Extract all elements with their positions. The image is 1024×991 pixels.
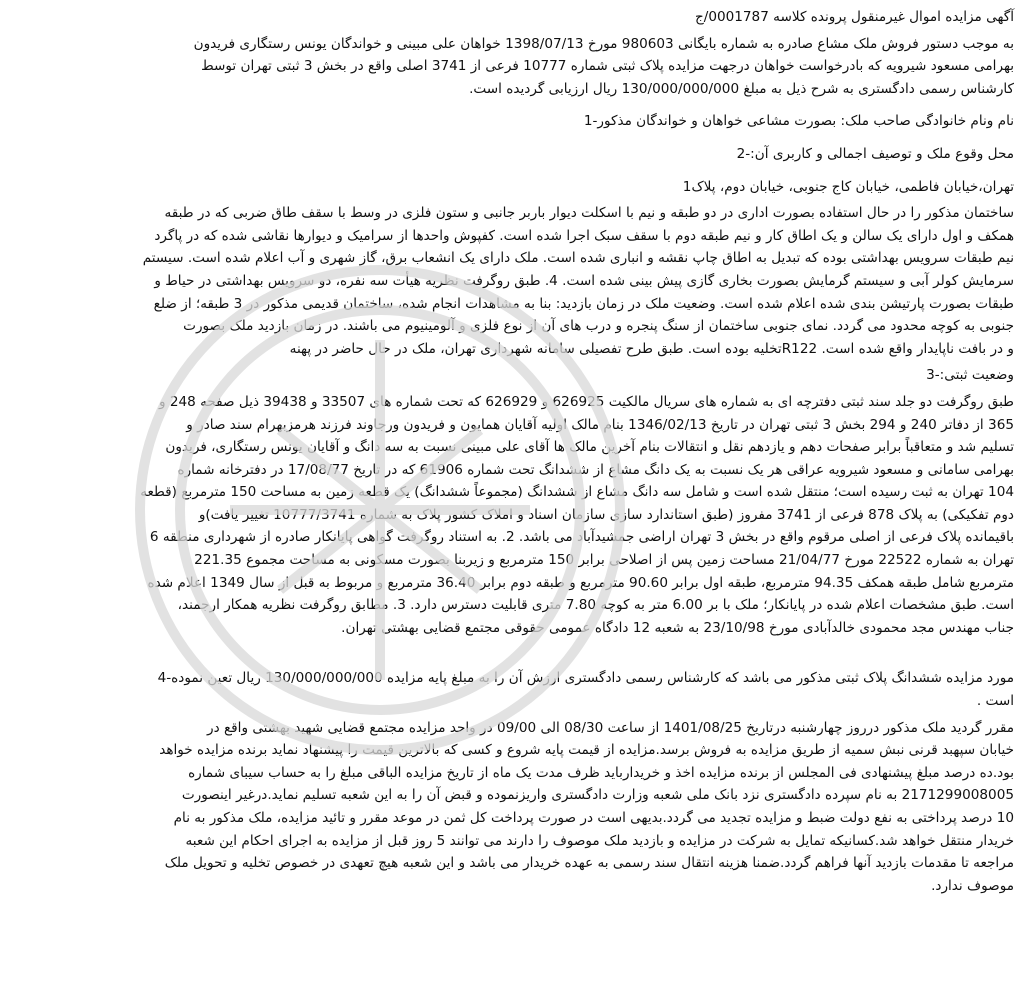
auction-terms-line: موصوف ندارد. — [931, 877, 1014, 894]
item-4-auction-subject — [10, 667, 1014, 712]
auction-terms-line: مقرر گردید ملک مذکور درروز چهارشنبه درتاریخ 1401/08/25 از ساعت 08/30 الی 09/00 در واحد مزایده مجتمع قضایی شهید بهشتی واقع در — [207, 719, 1014, 736]
description-line: و در بافت ناپایدار واقع شده است. R122تخلیه بوده است. طبق طرح تفصیلی سامانه شهرداری تهران، ملک در حال حاضر در پهنه — [289, 340, 1014, 357]
auction-terms-line: بود.ده درصد مبلغ پیشنهادی فی المجلس از برنده مزایده اخذ و خریدارباید ظرف مدت یک ماه از تاریخ مزایده الباقی مبلغ را به حساب سیبای شماره — [188, 764, 1014, 781]
registration-line: جناب مهندس مجد محمودی خالدآبادی مورخ 23/10/98 به شعبه 12 دادگاه عمومی حقوقی مجتمع قضایی بهشتی تهران. — [341, 619, 1014, 636]
auction-subject-line: مورد مزایده ششدانگ پلاک ثبتی مذکور می باشد که کارشناس رسمی دادگستری ارزش آن را به مبلغ پایه مزایده 130/000/000/000 ریال تعین نموده-4 — [157, 670, 1014, 687]
description-line: سرمایش کولر آبی و سیستم گرمایش بصورت بخاری گازی پیش بینی شده است. 4. طبق روگرفت نظریه هیأت سه نفره، دو سرویس بهداشتی در حیاط و — [154, 272, 1014, 289]
auction-terms-line: 2171299008005 به نام سپرده دادگستری نزد بانک ملی شعبه وزارت دادگستری واریزنموده و قبض آن را به این شعبه تسلیم نماید.درغیر اینصورت — [181, 787, 1014, 804]
auction-terms-paragraph — [10, 717, 1014, 898]
intro-line: کارشناس رسمی دادگستری به شرح ذیل به مبلغ 130/000/000/000 ریال ارزیابی گردیده است. — [469, 80, 1014, 97]
registration-line: باقیمانده پلاک فرعی از اصلی مرقوم واقع در بخش 3 تهران اراضی جمشیدآباد می باشد. 2. به استناد روگرفت گواهی پایانکار صادره از شهرداری منطقه 6 — [149, 529, 1014, 546]
registration-line: مترمربع شامل طبقه همکف 94.35 مترمربع، طبقه اول برابر 90.60 مترمربع و طبقه دوم برابر 36.40 مترمربع و مربوط به قبل از سال 1349 اعلام شده — [147, 574, 1014, 591]
item-2-location-heading: محل وقوع ملک و توصیف اجمالی و کاربری آن:-2 — [736, 145, 1014, 162]
registration-line: دوم تفکیکی) به پلاک 878 فرعی از 3741 مفروز (طبق استاندارد سازی سازمان اسناد و املاک کشور پلاک به شماره 10777/3741 تغییر یافت)و — [198, 506, 1014, 523]
registration-line: تسلیم شد و متعاقباً برابر صفحات دهم و یازدهم نقل و انتقالات بنام آخرین مالک ها آقای علی مبینی نسبت به سه دانگ و آقایان یونس رستگاری، فریدون — [165, 439, 1014, 456]
property-address: تهران،خیابان فاطمی، خیابان کاج جنوبی، خیابان دوم، پلاک1 — [682, 178, 1014, 195]
registration-line: 365 از دفاتر 240 و 294 بخش 3 ثبتی تهران در تاریخ 1346/02/13 بنام مالک اولیه آقایان همایون و فریدون ورجاوند فرزند هرمزبهرام سند صادر و — [186, 416, 1014, 433]
description-line: نیم طبقات سرویس بهداشتی بوده که تبدیل به اطاق چاپ نقشه و انباری شده است. ملک دارای یک انشعاب برق، گاز شهری و آب اعلام شده است. سیستم — [142, 250, 1014, 267]
auction-terms-line: خیابان سپهبد قرنی نبش سمیه از طریق مزایده به فروش برسد.مزایده از قیمت پایه شروع و کسی که بالاترین قیمت را پیشنهاد نماید برنده مزایده خواهد — [159, 742, 1014, 759]
registration-line: بهرامی سامانی و مسعود شیرویه عراقی هر یک نسبت به یک دانگ مشاع از ششدانگ تحت شماره 61906 که در تاریخ 17/08/77 در دفترخانه شماره — [177, 461, 1014, 478]
registration-line: 104 تهران به ثبت رسیده است؛ منتقل شده است و شامل سه دانگ مشاع از ششدانگ (مجموعاً ششدانگ) یک قطعه زمین به مساحت 150 مترمربع (قطعه — [140, 484, 1014, 501]
description-line: طبقات بصورت پارتیشن بندی شده اعلام شده است. وضعیت ملک در زمان بازدید: بنا به مشاهدات انجام شده، ساختمان قدیمی مذکور در 3 طبقه؛ از ضلع — [153, 295, 1014, 312]
description-line: همکف و اول دارای یک سالن و یک اطاق کار و نیم طبقه دوم با سقف سبک اجرا شده است. کفپوش واحدها از سرامیک و دیوارها نقاشی شده که در پاگرد — [154, 227, 1014, 244]
auction-terms-line: 10 درصد پرداختی به نفع دولت ضبط و مزایده تجدید می گردد.بدیهی است در صورت پرداخت کل ثمن در موعد مقرر و تائید مزایده، ملک مذکور به نام — [173, 810, 1014, 826]
intro-line: بهرامی مسعود شیرویه که بادرخواست خواهان درجهت مزایده پلاک ثبتی شماره 10777 فرعی از 3741 اصلی واقع در بخش 3 ثبتی تهران توسط — [201, 58, 1014, 75]
auction-subject-line: است . — [976, 693, 1014, 710]
item-3-registration-heading: وضعیت ثبتی:-3 — [926, 367, 1014, 384]
notice-title: آگهی مزایده اموال غیرمنقول پرونده کلاسه 0001787/ج — [694, 9, 1014, 25]
auction-terms-line: مراجعه تا مقدمات بازدید آنها فراهم گردد.ضمنا هزینه انتقال سند رسمی به عهده خریدار می باشد و این شعبه هیچ تعهدی در خصوص تخلیه و تحویل ملک — [164, 855, 1014, 872]
registration-line: تهران به شماره 22522 مورخ 21/04/77 مساحت زمین پس از اصلاحی برابر 150 مترمربع و زیربنا بصورت مسکونی به مساحت مجموع 221.35 — [194, 552, 1014, 569]
intro-paragraph — [10, 33, 1014, 101]
auction-terms-line: خریدار منتقل خواهد شد.کسانیکه تمایل به شرکت در مزایده و بازدید ملک موصوف را دارند می توانند 5 روز قبل از مزایده به اجرای احکام این شعبه — [185, 832, 1014, 849]
registration-line: طبق روگرفت دو جلد سند ثبتی دفترچه ای به شماره های سریال مالکیت 626925 و 626929 که تحت شماره های 33507 و 39438 ذیل صفحه 248 و — [158, 393, 1014, 410]
description-line: جنوبی به کوچه محدود می گردد. نمای جنوبی ساختمان از سنگ پنجره و درب های آن از نوع فلزی و آلومینیوم می باشند. در زمان بازدید ملک بصورت — [183, 318, 1014, 335]
description-paragraph — [10, 202, 1014, 360]
item-1-owner: نام ونام خانوادگی صاحب ملک: بصورت مشاعی خواهان و خواندگان مذکور-1 — [583, 113, 1014, 130]
intro-line: به موجب دستور فروش ملک مشاع صادره به شماره بایگانی 980603 مورخ 1398/07/13 خواهان علی مبینی و خواندگان یونس رستگاری فریدون — [193, 35, 1014, 52]
description-line: ساختمان مذکور را در حال استفاده بصورت اداری در دو طبقه و نیم با اسکلت دیوار باربر جانبی و ستون فلزی در وسط با سقف طاق ضربی که در طبقه — [164, 205, 1014, 222]
registration-line: است. طبق مشخصات اعلام شده در پایانکار؛ ملک با بر 6.00 متر به کوچه 7.80 متری قابلیت دسترس دارد. 3. مطابق روگرفت نظریه همکار ارجمند، — [177, 597, 1014, 614]
registration-paragraph — [10, 391, 1014, 640]
